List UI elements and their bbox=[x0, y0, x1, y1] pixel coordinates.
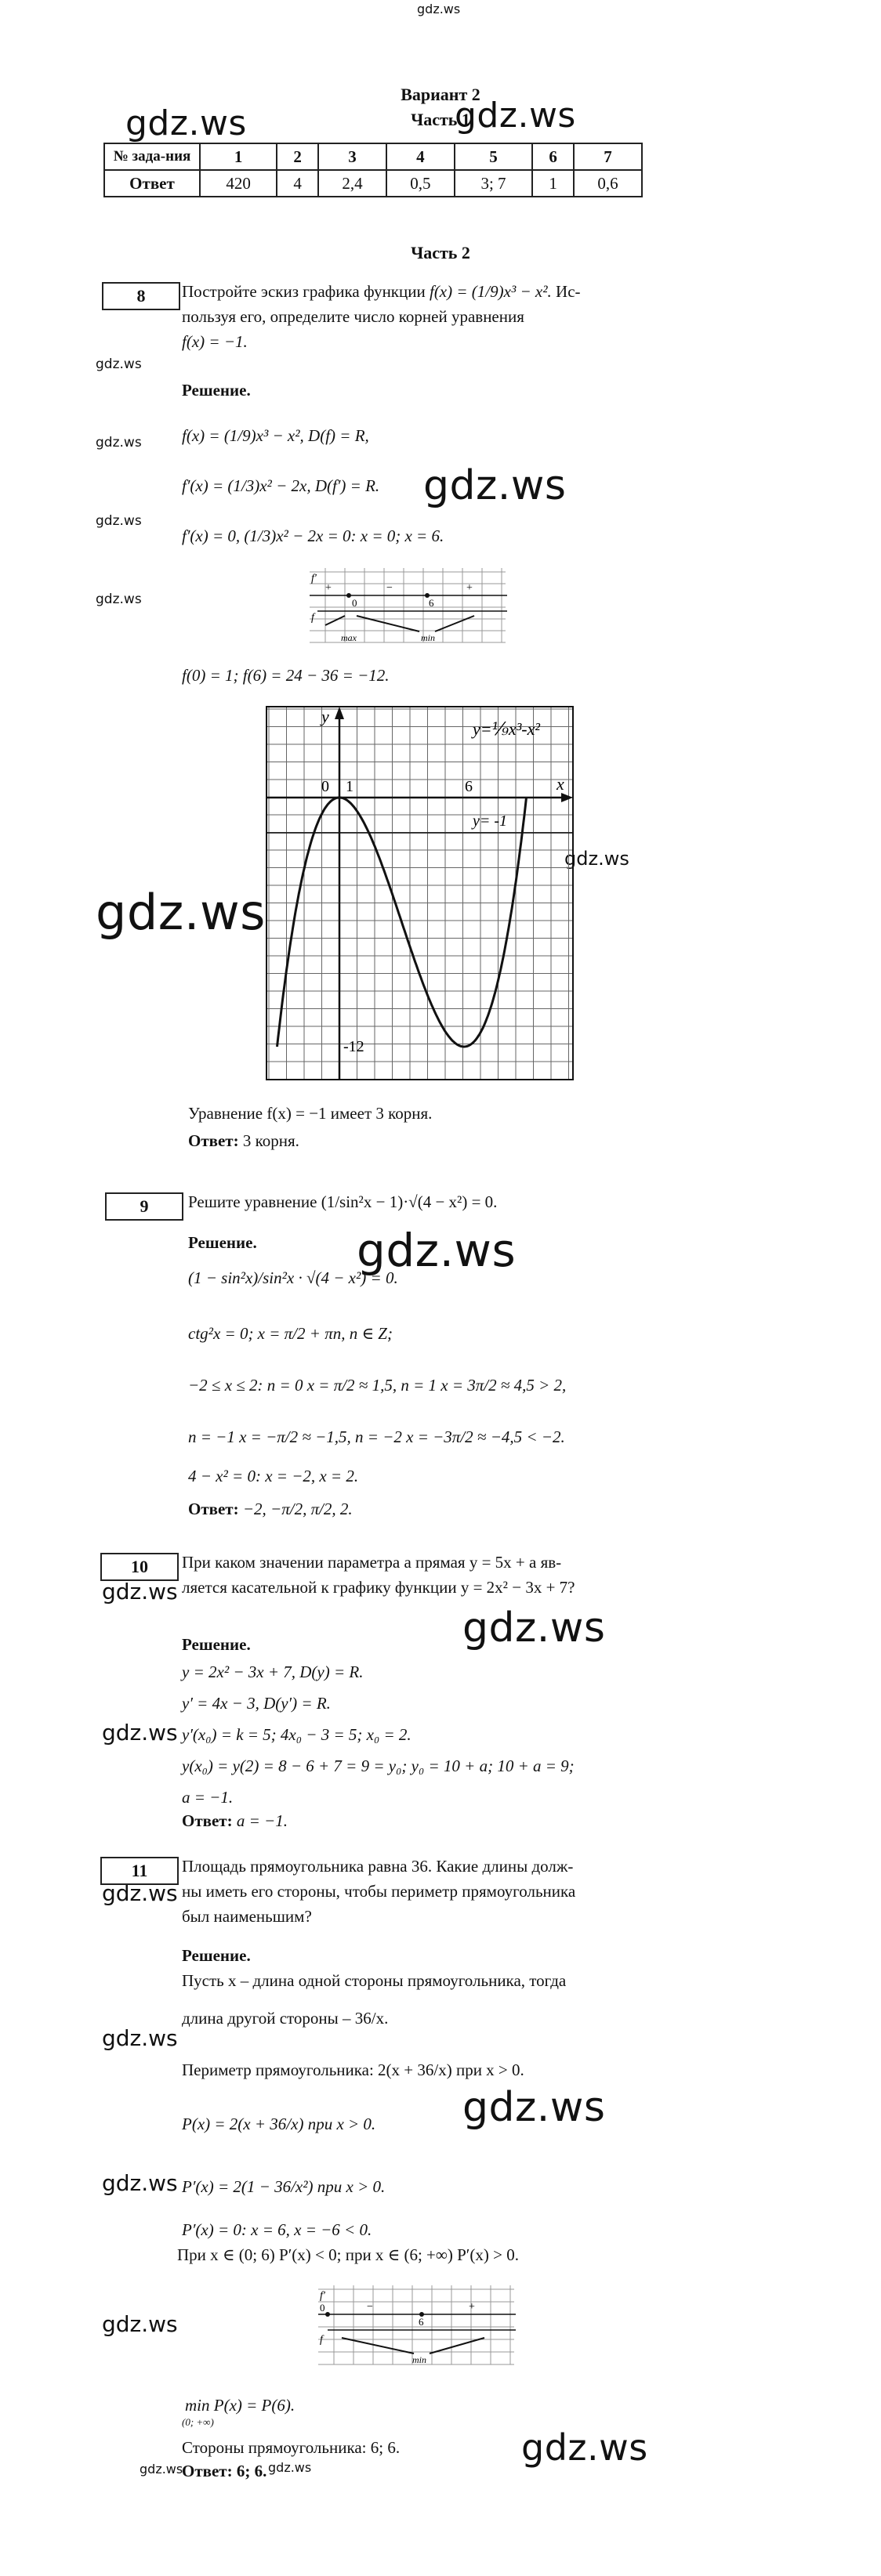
cond-text: был наименьшим? bbox=[182, 1907, 312, 1926]
answer-value: a = −1. bbox=[236, 1811, 288, 1830]
scheme-label: f bbox=[320, 2334, 323, 2346]
scheme-sign: + bbox=[325, 582, 332, 594]
task-condition: Решите уравнение (1/sin²x − 1)·√(4 − x²) = 0. bbox=[188, 1192, 498, 1211]
solution-line: y′(x₀) = k = 5; 4x₀ − 3 = 5; x₀ = 2. bbox=[182, 1725, 411, 1744]
scheme-label: 0 bbox=[320, 2302, 325, 2314]
watermark: gdz.ws bbox=[462, 2084, 606, 2131]
table-row bbox=[104, 143, 642, 170]
solution-subscript: (0; +∞) bbox=[182, 2416, 214, 2428]
solution-line: Периметр прямоугольника: 2(x + 36/x) при x > 0. bbox=[182, 2060, 524, 2079]
scheme-sign: + bbox=[466, 582, 473, 594]
task-number: 3 bbox=[318, 143, 386, 170]
solution-label: Решение. bbox=[182, 1635, 251, 1654]
row-label: Ответ bbox=[104, 170, 200, 197]
solution-line: При x ∈ (0; 6) P′(x) < 0; при x ∈ (6; +∞) P′(x) > 0. bbox=[177, 2245, 519, 2264]
part2-title: Часть 2 bbox=[411, 243, 470, 262]
scheme-label: 6 bbox=[419, 2316, 424, 2328]
solution-line: 4 − x² = 0: x = −2, x = 2. bbox=[188, 1467, 359, 1485]
cond-text: ляется касательной к графику функции y = 2x² − 3x + 7? bbox=[182, 1578, 575, 1597]
cond-text: Ис- bbox=[556, 282, 581, 301]
task-number-box: 8 bbox=[102, 282, 180, 310]
watermark: gdz.ws bbox=[423, 462, 567, 509]
answer bbox=[188, 1496, 353, 1521]
task-number: 6 bbox=[532, 143, 574, 170]
watermark: gdz.ws bbox=[357, 1224, 517, 1277]
solution-line: y(x₀) = y(2) = 8 − 6 + 7 = 9 = y₀; y₀ = 10 + a; 10 + a = 9; bbox=[182, 1757, 575, 1775]
solution-line: min P(x) = P(6). bbox=[185, 2396, 295, 2415]
function-graph bbox=[265, 705, 575, 1081]
scheme-label: max bbox=[341, 632, 357, 643]
watermark: gdz.ws bbox=[564, 848, 629, 870]
axis-label-x: x bbox=[557, 774, 564, 794]
solution-line: f′(x) = 0, (1/3)x² − 2x = 0: x = 0; x = 6. bbox=[182, 526, 444, 545]
answer-cell: 0,5 bbox=[386, 170, 455, 197]
solution-line: f(0) = 1; f(6) = 24 − 36 = −12. bbox=[182, 666, 390, 685]
answer-label: Ответ: bbox=[182, 1811, 233, 1830]
watermark: gdz.ws bbox=[455, 96, 576, 136]
task-number-box: 9 bbox=[105, 1192, 183, 1221]
watermark: gdz.ws bbox=[96, 435, 142, 450]
solution-line: Стороны прямоугольника: 6; 6. bbox=[182, 2438, 401, 2457]
task-condition bbox=[182, 279, 652, 354]
task-number: 2 bbox=[277, 143, 318, 170]
axis-label-y: y bbox=[321, 707, 329, 726]
solution-label: Решение. bbox=[182, 1946, 251, 1965]
solution-line: ctg²x = 0; x = π/2 + πn, n ∈ Z; bbox=[188, 1324, 393, 1343]
task-number: 5 bbox=[455, 143, 532, 170]
watermark: gdz.ws bbox=[102, 2170, 178, 2196]
solution-line: (1 − sin²x)/sin²x · √(4 − x²) = 0. bbox=[188, 1268, 398, 1287]
watermark: gdz.ws bbox=[102, 2311, 178, 2337]
watermark-top: gdz.ws bbox=[417, 2, 461, 16]
watermark: gdz.ws bbox=[140, 2462, 183, 2477]
solution-line: длина другой стороны – 36/x. bbox=[182, 2009, 389, 2028]
scheme-label: min bbox=[421, 632, 435, 643]
table-row bbox=[104, 170, 642, 197]
scheme-label: f′ bbox=[311, 573, 317, 584]
watermark: gdz.ws bbox=[96, 592, 142, 607]
task-number: 1 bbox=[200, 143, 277, 170]
scheme-label: 6 bbox=[429, 597, 434, 609]
answer-label: Ответ: bbox=[182, 2462, 233, 2480]
part1-title: Часть 1 bbox=[411, 110, 470, 129]
cond-text: Постройте эскиз графика функции bbox=[182, 282, 426, 301]
solution-line: Пусть x – длина одной стороны прямоугольника, тогда bbox=[182, 1971, 567, 1990]
cond-formula: f(x) = (1/9)x³ − x². bbox=[429, 282, 552, 301]
solution-line: n = −1 x = −π/2 ≈ −1,5, n = −2 x = −3π/2 ≈ −4,5 < −2. bbox=[188, 1427, 565, 1446]
task-condition bbox=[182, 1854, 652, 1929]
answer-cell: 0,6 bbox=[574, 170, 642, 197]
watermark: gdz.ws bbox=[96, 356, 142, 372]
answer bbox=[182, 2458, 266, 2484]
scheme-label: f bbox=[311, 612, 314, 624]
answer bbox=[188, 1128, 299, 1153]
task-number: 4 bbox=[386, 143, 455, 170]
answer-cell: 4 bbox=[277, 170, 318, 197]
answers-table bbox=[103, 143, 643, 197]
scheme-label: min bbox=[412, 2354, 426, 2365]
answer bbox=[182, 1808, 288, 1833]
watermark: gdz.ws bbox=[96, 884, 266, 941]
tick-label: 1 bbox=[346, 778, 353, 795]
answer-cell: 1 bbox=[532, 170, 574, 197]
cond-text: Площадь прямоугольника равна 36. Какие длины долж- bbox=[182, 1857, 574, 1876]
scheme-sign: + bbox=[469, 2301, 475, 2313]
tick-label: 0 bbox=[321, 778, 329, 795]
watermark: gdz.ws bbox=[521, 2426, 648, 2469]
answer-value: 3 корня. bbox=[242, 1131, 299, 1150]
sign-scheme bbox=[312, 2281, 520, 2368]
cond-text: ны иметь его стороны, чтобы периметр прямоугольника bbox=[182, 1882, 576, 1901]
watermark: gdz.ws bbox=[102, 1579, 178, 1605]
scheme-sign: − bbox=[367, 2301, 373, 2313]
answer-label: Ответ: bbox=[188, 1131, 239, 1150]
solution-line: P′(x) = 2(1 − 36/x²) при x > 0. bbox=[182, 2177, 386, 2196]
solution-line: a = −1. bbox=[182, 1788, 234, 1807]
cond-text: пользуя его, определите число корней уравнения bbox=[182, 307, 524, 326]
solution-line: −2 ≤ x ≤ 2: n = 0 x = π/2 ≈ 1,5, n = 1 x = 3π/2 ≈ 4,5 > 2, bbox=[188, 1376, 567, 1395]
watermark: gdz.ws bbox=[268, 2460, 312, 2475]
sign-scheme bbox=[302, 564, 513, 646]
solution-line: y′ = 4x − 3, D(y′) = R. bbox=[182, 1694, 331, 1713]
watermark: gdz.ws bbox=[96, 513, 142, 529]
task-number: 7 bbox=[574, 143, 642, 170]
watermark: gdz.ws bbox=[102, 1880, 178, 1906]
scheme-label: f′ bbox=[320, 2290, 325, 2302]
solution-line: y = 2x² − 3x + 7, D(y) = R. bbox=[182, 1662, 364, 1681]
cond-text: При каком значении параметра a прямая y = 5x + a яв- bbox=[182, 1553, 562, 1572]
solution-label: Решение. bbox=[182, 381, 251, 400]
row-label: № зада-ния bbox=[104, 143, 200, 170]
watermark: gdz.ws bbox=[102, 2025, 178, 2051]
answer-value: −2, −π/2, π/2, 2. bbox=[242, 1500, 353, 1518]
watermark: gdz.ws bbox=[102, 1720, 178, 1746]
answer-cell: 2,4 bbox=[318, 170, 386, 197]
tick-label: 6 bbox=[465, 778, 473, 795]
task-condition bbox=[182, 1550, 652, 1600]
answer-cell: 3; 7 bbox=[455, 170, 532, 197]
solution-label: Решение. bbox=[188, 1233, 257, 1252]
solution-line: P(x) = 2(x + 36/x) при x > 0. bbox=[182, 2115, 376, 2133]
task-number-box: 11 bbox=[100, 1857, 179, 1885]
cond-formula: f(x) = −1. bbox=[182, 332, 248, 351]
conclusion: Уравнение f(x) = −1 имеет 3 корня. bbox=[188, 1104, 433, 1123]
answer-cell: 420 bbox=[200, 170, 277, 197]
line-label: y= -1 bbox=[473, 812, 508, 830]
scheme-label: 0 bbox=[352, 597, 357, 609]
tick-label: -12 bbox=[343, 1038, 364, 1055]
task-number-box: 10 bbox=[100, 1553, 179, 1581]
watermark: gdz.ws bbox=[462, 1605, 606, 1652]
answer-value: 6; 6. bbox=[236, 2462, 267, 2480]
solution-line: f(x) = (1/9)x³ − x², D(f) = R, bbox=[182, 426, 369, 445]
answer-label: Ответ: bbox=[188, 1500, 239, 1518]
solution-line: f′(x) = (1/3)x² − 2x, D(f′) = R. bbox=[182, 476, 380, 495]
scheme-sign: − bbox=[386, 582, 393, 594]
solution-line: P′(x) = 0: x = 6, x = −6 < 0. bbox=[182, 2220, 372, 2239]
function-label: y=⅑x³-x² bbox=[473, 719, 540, 739]
variant-title: Вариант 2 bbox=[401, 85, 480, 104]
watermark: gdz.ws bbox=[125, 103, 247, 143]
